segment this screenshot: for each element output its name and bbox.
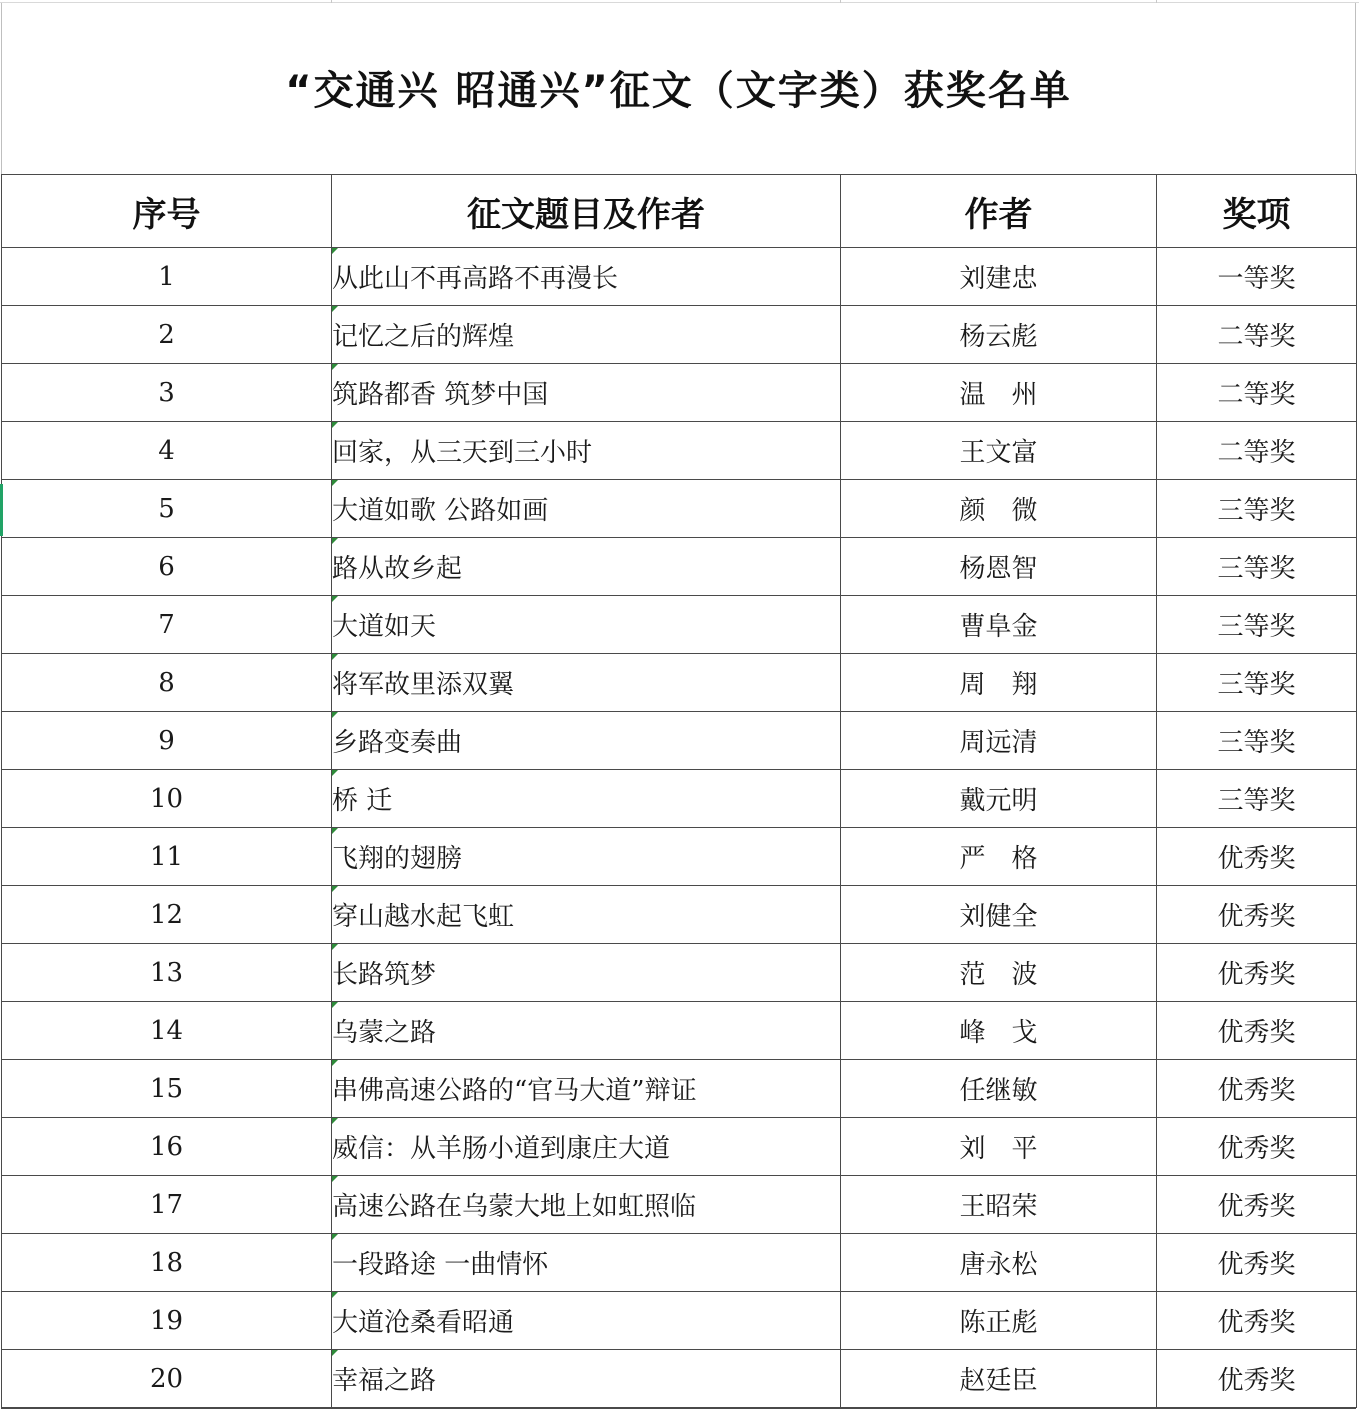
row-index-cell[interactable]: 2 (2, 306, 332, 364)
row-award-cell[interactable]: 优秀奖 (1157, 944, 1357, 1002)
row-award-cell[interactable]: 优秀奖 (1157, 1350, 1357, 1408)
row-title-cell[interactable]: 记忆之后的辉煌 (332, 306, 841, 364)
row-index-cell[interactable]: 8 (2, 654, 332, 712)
table-row (2, 306, 1357, 364)
row-index-cell[interactable]: 15 (2, 1060, 332, 1118)
page-title: “交通兴 昭通兴”征文（文字类）获奖名单 (285, 68, 1072, 114)
row-author-cell[interactable]: 周远清 (841, 712, 1157, 770)
row-index-cell[interactable]: 4 (2, 422, 332, 480)
row-award-cell[interactable]: 优秀奖 (1157, 828, 1357, 886)
row-title-cell[interactable]: 穿山越水起飞虹 (332, 886, 841, 944)
row-index-cell[interactable]: 10 (2, 770, 332, 828)
row-award-cell[interactable]: 三等奖 (1157, 538, 1357, 596)
row-author-cell[interactable]: 王昭荣 (841, 1176, 1157, 1234)
table-row (2, 248, 1357, 306)
table-row (2, 1292, 1357, 1350)
table-row (2, 364, 1357, 422)
row-award-cell[interactable]: 优秀奖 (1157, 1118, 1357, 1176)
table-row (2, 828, 1357, 886)
row-index-cell[interactable]: 17 (2, 1176, 332, 1234)
row-author-cell[interactable]: 范 波 (841, 944, 1157, 1002)
header-author[interactable]: 作者 (841, 175, 1157, 248)
row-award-cell[interactable]: 优秀奖 (1157, 1176, 1357, 1234)
row-index-cell[interactable]: 7 (2, 596, 332, 654)
row-author-cell[interactable]: 任继敏 (841, 1060, 1157, 1118)
row-award-cell[interactable]: 一等奖 (1157, 248, 1357, 306)
row-author-cell[interactable]: 曹阜金 (841, 596, 1157, 654)
row-author-cell[interactable]: 刘建忠 (841, 248, 1157, 306)
header-title[interactable]: 征文题目及作者 (332, 175, 841, 248)
row-title-cell[interactable]: 路从故乡起 (332, 538, 841, 596)
table-row (2, 886, 1357, 944)
row-title-cell[interactable]: 串佛高速公路的“官马大道”辩证 (332, 1060, 841, 1118)
row-index-cell[interactable]: 19 (2, 1292, 332, 1350)
table-row (2, 1118, 1357, 1176)
table-row (2, 1234, 1357, 1292)
next-row-border (1, 1408, 1356, 1409)
row-index-cell[interactable]: 5 (2, 480, 332, 538)
row-title-cell[interactable]: 威信：从羊肠小道到康庄大道 (332, 1118, 841, 1176)
row-title-cell[interactable]: 乌蒙之路 (332, 1002, 841, 1060)
row-author-cell[interactable]: 戴元明 (841, 770, 1157, 828)
row-index-cell[interactable]: 11 (2, 828, 332, 886)
row-author-cell[interactable]: 刘 平 (841, 1118, 1157, 1176)
row-index-cell[interactable]: 1 (2, 248, 332, 306)
row-award-cell[interactable]: 优秀奖 (1157, 1060, 1357, 1118)
row-award-cell[interactable]: 三等奖 (1157, 480, 1357, 538)
row-title-cell[interactable]: 大道如歌 公路如画 (332, 480, 841, 538)
row-author-cell[interactable]: 峰 戈 (841, 1002, 1157, 1060)
row-author-cell[interactable]: 杨恩智 (841, 538, 1157, 596)
row-title-cell[interactable]: 飞翔的翅膀 (332, 828, 841, 886)
header-row (2, 175, 1357, 248)
row-award-cell[interactable]: 二等奖 (1157, 422, 1357, 480)
row-title-cell[interactable]: 将军故里添双翼 (332, 654, 841, 712)
row-index-cell[interactable]: 13 (2, 944, 332, 1002)
row-author-cell[interactable]: 周 翔 (841, 654, 1157, 712)
table-row (2, 712, 1357, 770)
row-author-cell[interactable]: 刘健全 (841, 886, 1157, 944)
row-author-cell[interactable]: 王文富 (841, 422, 1157, 480)
row-title-cell[interactable]: 大道沧桑看昭通 (332, 1292, 841, 1350)
row-author-cell[interactable]: 唐永松 (841, 1234, 1157, 1292)
row-index-cell[interactable]: 20 (2, 1350, 332, 1408)
row-award-cell[interactable]: 三等奖 (1157, 654, 1357, 712)
row-index-cell[interactable]: 14 (2, 1002, 332, 1060)
active-row-marker (0, 484, 3, 536)
table-row (2, 1060, 1357, 1118)
row-title-cell[interactable]: 从此山不再高路不再漫长 (332, 248, 841, 306)
table-row (2, 1350, 1357, 1408)
row-award-cell[interactable]: 优秀奖 (1157, 1292, 1357, 1350)
row-award-cell[interactable]: 三等奖 (1157, 770, 1357, 828)
row-title-cell[interactable]: 回家，从三天到三小时 (332, 422, 841, 480)
row-index-cell[interactable]: 16 (2, 1118, 332, 1176)
row-title-cell[interactable]: 长路筑梦 (332, 944, 841, 1002)
row-award-cell[interactable]: 三等奖 (1157, 596, 1357, 654)
row-author-cell[interactable]: 严 格 (841, 828, 1157, 886)
row-title-cell[interactable]: 桥 迁 (332, 770, 841, 828)
table-row (2, 538, 1357, 596)
header-index[interactable]: 序号 (2, 175, 332, 248)
row-award-cell[interactable]: 优秀奖 (1157, 1234, 1357, 1292)
row-title-cell[interactable]: 筑路都香 筑梦中国 (332, 364, 841, 422)
row-index-cell[interactable]: 3 (2, 364, 332, 422)
table-row (2, 654, 1357, 712)
row-index-cell[interactable]: 6 (2, 538, 332, 596)
row-author-cell[interactable]: 杨云彪 (841, 306, 1157, 364)
row-index-cell[interactable]: 9 (2, 712, 332, 770)
table-row (2, 480, 1357, 538)
table-row (2, 1002, 1357, 1060)
table-row (2, 1176, 1357, 1234)
table-row (2, 596, 1357, 654)
awards-table (1, 174, 1357, 1408)
row-award-cell[interactable]: 二等奖 (1157, 306, 1357, 364)
row-award-cell[interactable]: 三等奖 (1157, 712, 1357, 770)
row-author-cell[interactable]: 陈正彪 (841, 1292, 1157, 1350)
row-title-cell[interactable]: 乡路变奏曲 (332, 712, 841, 770)
row-award-cell[interactable]: 二等奖 (1157, 364, 1357, 422)
row-index-cell[interactable]: 12 (2, 886, 332, 944)
row-title-cell[interactable]: 高速公路在乌蒙大地上如虹照临 (332, 1176, 841, 1234)
row-author-cell[interactable]: 温 州 (841, 364, 1157, 422)
row-author-cell[interactable]: 赵廷臣 (841, 1350, 1157, 1408)
header-award[interactable]: 奖项 (1157, 175, 1357, 248)
table-body (2, 248, 1357, 1408)
table-row (2, 944, 1357, 1002)
row-title-cell[interactable]: 幸福之路 (332, 1350, 841, 1408)
row-author-cell[interactable]: 颜 微 (841, 480, 1157, 538)
table-row (2, 770, 1357, 828)
title-cell[interactable] (1, 3, 1356, 174)
row-index-cell[interactable]: 18 (2, 1234, 332, 1292)
row-award-cell[interactable]: 优秀奖 (1157, 1002, 1357, 1060)
row-award-cell[interactable]: 优秀奖 (1157, 886, 1357, 944)
row-title-cell[interactable]: 一段路途 一曲情怀 (332, 1234, 841, 1292)
table-row (2, 422, 1357, 480)
row-title-cell[interactable]: 大道如天 (332, 596, 841, 654)
